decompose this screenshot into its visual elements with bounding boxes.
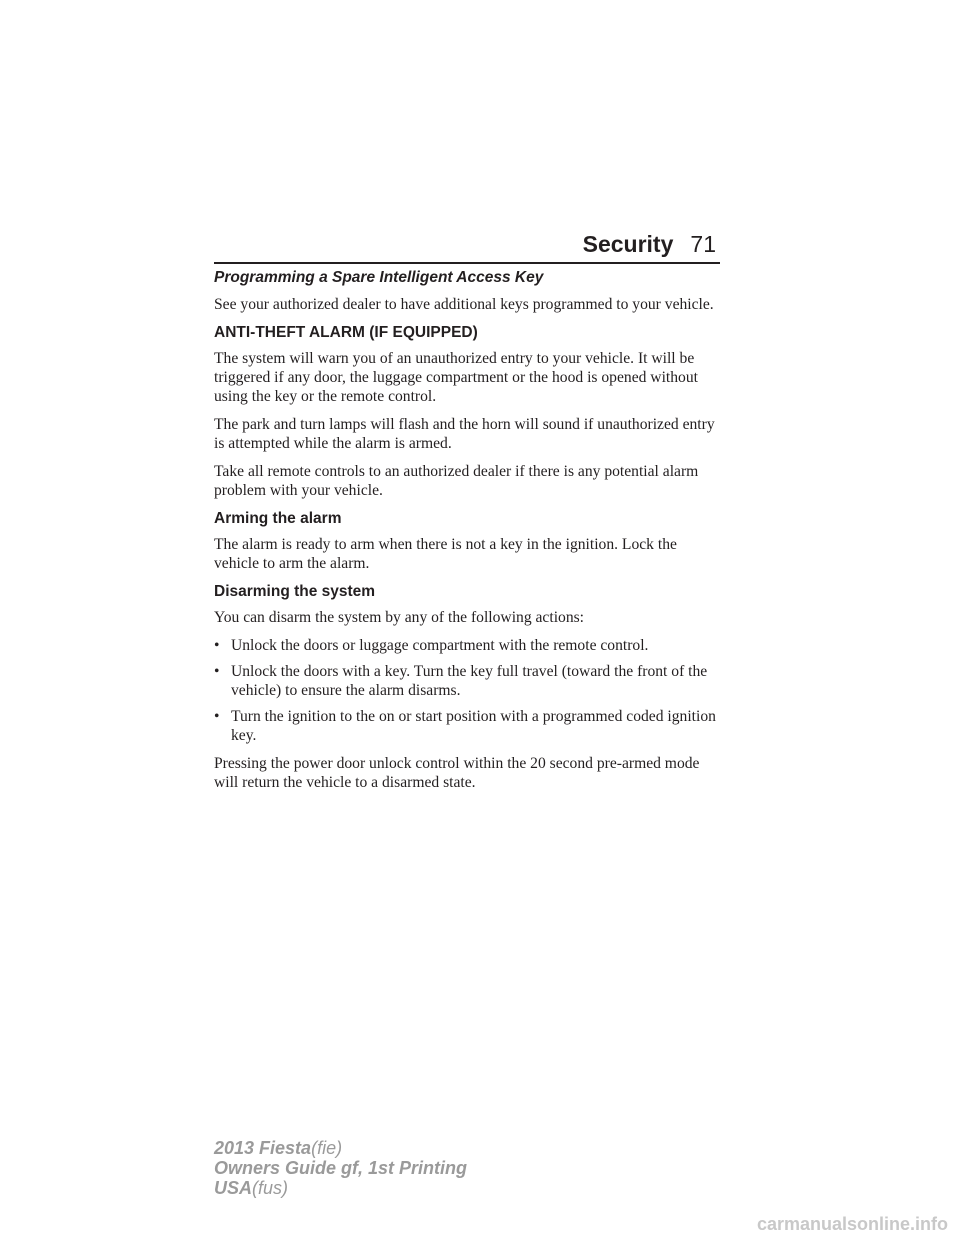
bullet-text: Unlock the doors or luggage compartment with the remote control. [231,637,649,654]
bullet-item [214,662,720,700]
footer-line-2 [214,1158,467,1178]
section-title: Security [582,231,674,257]
disarming-intro: You can disarm the system by any of the following actions: [214,609,585,626]
page-content [214,268,720,801]
bullet-icon: • [214,708,220,725]
footer-market: USA [214,1178,253,1198]
spare-key-heading: Programming a Spare Intelligent Access Key [214,269,544,286]
print-footer [214,1138,467,1198]
watermark: carmanualsonline.info [756,1214,948,1234]
footer-model: 2013 Fiesta [214,1138,312,1158]
arming-heading: Arming the alarm [214,510,342,527]
disarming-closing-paragraph: Pressing the power door unlock control within the 20 second pre-armed mode will return the vehicle to a disarmed state. [214,755,700,791]
anti-theft-paragraph-1: The system will warn you of an unauthorized entry to your vehicle. It will be triggered if any door, the luggage compartment or the hood is opened without using the key or the remote control. [214,350,698,405]
footer-guide: Owners Guide gf, 1st Printing [214,1158,468,1178]
bullet-text: Turn the ignition to the on or start position with a programmed coded ignition key. [231,708,716,744]
anti-theft-paragraph-3: Take all remote controls to an authorized dealer if there is any potential alarm problem with your vehicle. [214,463,699,499]
bullet-item [214,707,720,745]
disarming-bullet-list [214,636,720,745]
bullet-icon: • [214,663,220,680]
anti-theft-paragraph-2: The park and turn lamps will flash and the horn will sound if unauthorized entry is attempted while the alarm is armed. [214,416,715,452]
footer-market-code: (fus) [252,1178,289,1198]
footer-line-1 [214,1138,467,1158]
spare-key-paragraph: See your authorized dealer to have additional keys programmed to your vehicle. [214,296,714,313]
footer-line-3 [214,1178,467,1198]
bullet-icon: • [214,637,220,654]
page-number: 71 [690,231,716,257]
disarming-heading: Disarming the system [214,583,376,600]
arming-paragraph: The alarm is ready to arm when there is not a key in the ignition. Lock the vehicle to arm the alarm. [214,536,677,572]
page-header [214,228,720,264]
bullet-item [214,636,720,655]
bullet-text: Unlock the doors with a key. Turn the key full travel (toward the front of the vehicle) to ensure the alarm disarms. [231,663,708,699]
footer-model-code: (fie) [311,1138,343,1158]
anti-theft-heading: ANTI-THEFT ALARM (IF EQUIPPED) [214,324,478,341]
